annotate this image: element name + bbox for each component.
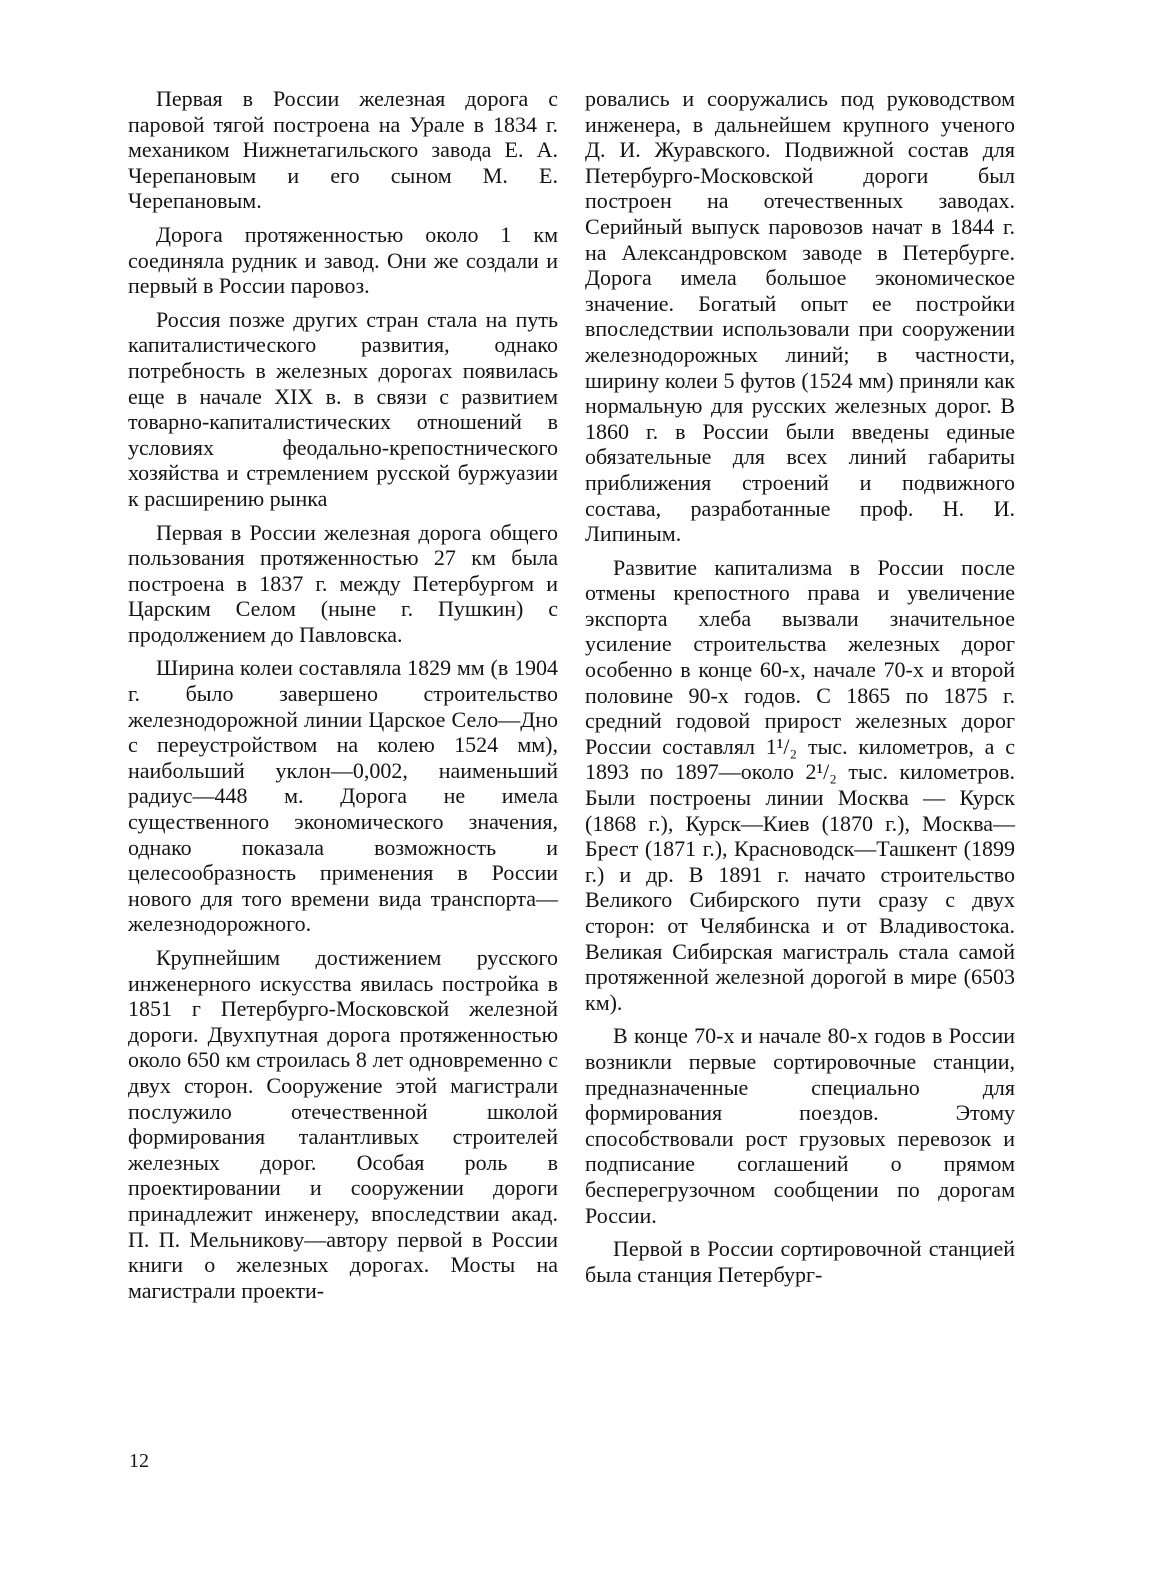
paragraph-gauge-width: Ширина колеи составляла 1829 мм (в 1904 г. было завершено строительство железнодорожной линии Царское Село—Дно с переустройством на колею 1524 мм), наибольший уклон—0,002, наименьший радиус—448 м. Дорога не имела существенного экономического значения, однако показала возможность и целесообразность применения в России нового для того времени вида транспорта—железнодорожного.	[128, 655, 558, 937]
paragraph-road-length: Дорога протяженностью около 1 км соединяла рудник и завод. Они же создали и первый в России паровоз.	[128, 221, 558, 299]
paragraph-cherepanov: Первая в России железная дорога с паровой тягой построена на Урале в 1834 г. механиком Нижнетагильского завода Е. А. Черепановым и его сыном М. Е. Черепановым.	[128, 86, 558, 214]
paragraph-first-sorting-station: Первой в России сортировочной станцией была станция Петербург-	[585, 1236, 1015, 1287]
paragraph-capitalism-development: Развитие капитализма в России после отмены крепостного права и увеличение экспорта хлеба вызвали значительное усиление строительства железных дорог особенно в конце 60-х, начале 70-х и второй половине 90-х годов. С 1865 по 1875 г. средний годовой прирост железных дорог России составлял 1¹/₂ тыс. километров, а с 1893 по 1897—около 2¹/₂ тыс. километров. Были построены линии Москва — Курск (1868 г.), Курск—Киев (1870 г.), Москва—Брест (1871 г.), Красноводск—Ташкент (1899 г.) и др. В 1891 г. начато строительство Великого Сибирского пути сразу с двух сторон: от Челябинска и от Владивостока. Великая Сибирская магистраль стала самой протяженной железной дорогой в мире (6503 км).	[585, 554, 1015, 1015]
paragraph-petersburg-moscow-railway: Крупнейшим достижением русского инженерного искусства явилась постройка в 1851 г Петербурго-Московской железной дороги. Двухпутная дорога протяженностью около 650 км строилась 8 лет одновременно с двух сторон. Сооружение этой магистрали послужило отечественной школой формирования талантливых строителей железных дорог. Особая роль в проектировании и сооружении дороги принадлежит инженеру, впоследствии акад. П. П. Мельникову—автору первой в России книги о железных дорогах. Мосты на магистрали проекти-	[128, 945, 558, 1303]
page-number: 12	[129, 1450, 149, 1472]
paragraph-tsarskoe-selo-railway: Первая в России железная дорога общего пользования протяженностью 27 км была построена в 1837 г. между Петербургом и Царским Селом (ныне г. Пушкин) с продолжением до Павловска.	[128, 519, 558, 647]
right-text-column	[585, 86, 1015, 1295]
paragraph-sorting-stations: В конце 70-х и начале 80-х годов в России возникли первые сортировочные станции, предназначенные специально для формирования поездов. Этому способствовали рост грузовых перевозок и подписание соглашений о прямом бесперегрузочном сообщении по дорогам России.	[585, 1023, 1015, 1228]
paragraph-zhuravsky-continuation: ровались и сооружались под руководством инженера, в дальнейшем крупного ученого Д. И. Журавского. Подвижной состав для Петербурго-Московской дороги был построен на отечественных заводах. Серийный выпуск паровозов начат в 1844 г. на Александровском заводе в Петербурге. Дорога имела большое экономическое значение. Богатый опыт ее постройки впоследствии использовали при сооружении железнодорожных линий; в частности, ширину колеи 5 футов (1524 мм) приняли как нормальную для русских железных дорог. В 1860 г. в России были введены единые обязательные для всех линий габариты приближения строений и подвижного состава, разработанные проф. Н. И. Липиным.	[585, 86, 1015, 547]
left-text-column	[128, 86, 558, 1311]
paragraph-capitalist-development: Россия позже других стран стала на путь капиталистического развития, однако потребность в железных дорогах появилась еще в начале XIX в. в связи с развитием товарно-капиталистических отношений в условиях феодально-крепостнического хозяйства и стремлением русской буржуазии к расширению рынка	[128, 306, 558, 511]
